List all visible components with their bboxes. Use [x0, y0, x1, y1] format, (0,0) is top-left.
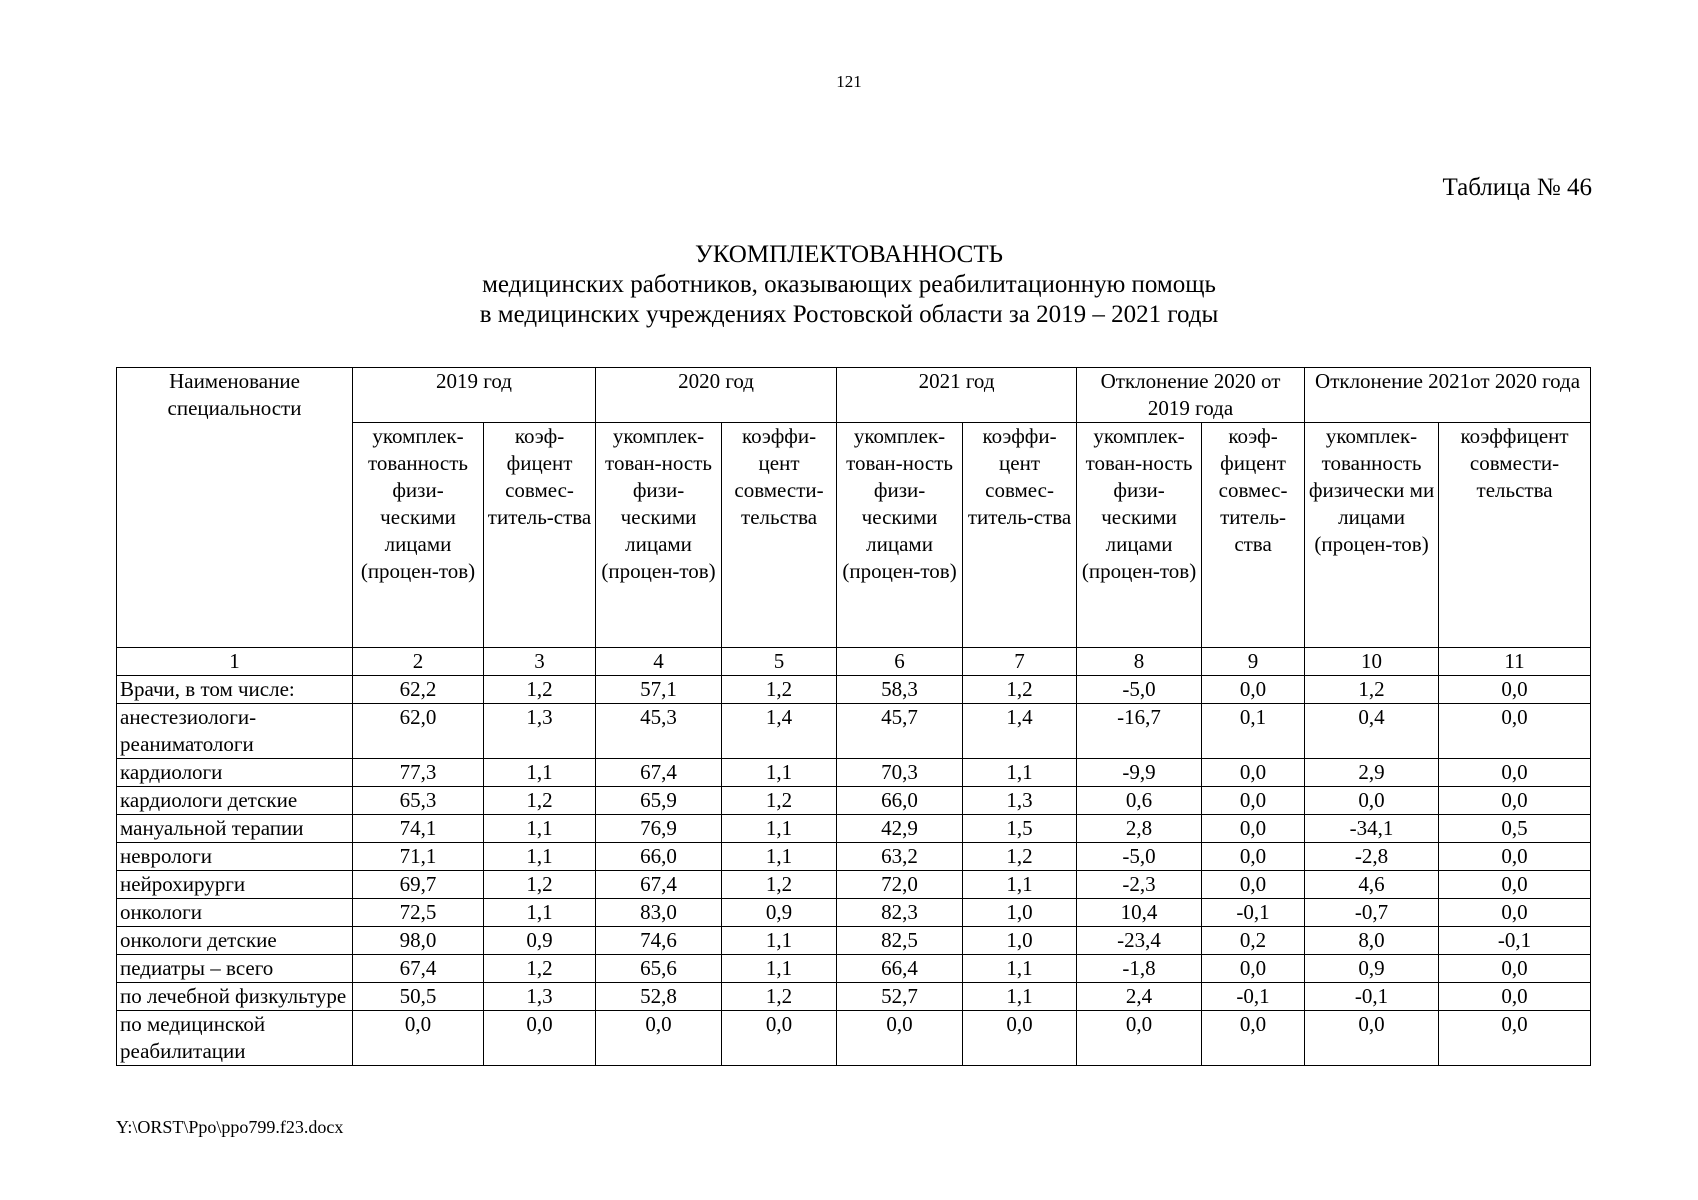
value-cell: 0,0 — [1439, 871, 1591, 899]
value-cell: -16,7 — [1077, 704, 1202, 759]
value-cell: 1,2 — [722, 787, 837, 815]
staffing-table — [116, 367, 1591, 1066]
table-row — [117, 676, 1591, 704]
value-cell: 0,0 — [963, 1011, 1077, 1066]
value-cell: 82,3 — [837, 899, 963, 927]
subheader-cell: укомплек-тованность физически ми лицами (процен-тов) — [1305, 423, 1439, 648]
table-row — [117, 843, 1591, 871]
value-cell: 0,0 — [1305, 787, 1439, 815]
value-cell: 0,0 — [1439, 704, 1591, 759]
column-number: 10 — [1305, 648, 1439, 676]
value-cell: -9,9 — [1077, 759, 1202, 787]
header-row-groups — [117, 368, 1591, 423]
value-cell: 52,8 — [596, 983, 722, 1011]
value-cell: 72,5 — [353, 899, 484, 927]
value-cell: 52,7 — [837, 983, 963, 1011]
specialty-name: нейрохирурги — [117, 871, 353, 899]
value-cell: 58,3 — [837, 676, 963, 704]
value-cell: 1,1 — [484, 815, 596, 843]
specialty-name: по лечебной физкультуре — [117, 983, 353, 1011]
subheader-cell: укомплек-тован-ность физи-ческими лицами (процен-тов) — [837, 423, 963, 648]
column-number: 3 — [484, 648, 596, 676]
value-cell: 57,1 — [596, 676, 722, 704]
value-cell: 0,0 — [596, 1011, 722, 1066]
subheader-cell: коэффи-цент совмести-тельства — [722, 423, 837, 648]
value-cell: 0,0 — [1305, 1011, 1439, 1066]
value-cell: 62,2 — [353, 676, 484, 704]
specialty-name: онкологи — [117, 899, 353, 927]
value-cell: 0,0 — [1439, 676, 1591, 704]
table-row — [117, 1011, 1591, 1066]
value-cell: -0,1 — [1305, 983, 1439, 1011]
value-cell: 0,0 — [1439, 955, 1591, 983]
table-row — [117, 759, 1591, 787]
value-cell: 0,0 — [1202, 676, 1305, 704]
value-cell: 0,0 — [1202, 1011, 1305, 1066]
value-cell: 1,2 — [963, 843, 1077, 871]
header-specialty: Наименование специальности — [117, 368, 353, 648]
value-cell: 1,2 — [484, 787, 596, 815]
value-cell: 42,9 — [837, 815, 963, 843]
value-cell: 1,2 — [722, 676, 837, 704]
value-cell: 76,9 — [596, 815, 722, 843]
value-cell: 0,5 — [1439, 815, 1591, 843]
value-cell: -1,8 — [1077, 955, 1202, 983]
table-row — [117, 704, 1591, 759]
header-group-deviation-2021: Отклонение 2021от 2020 года — [1305, 368, 1591, 423]
value-cell: 74,1 — [353, 815, 484, 843]
value-cell: 65,9 — [596, 787, 722, 815]
subheader-cell: укомплек-тован-ность физи-ческими лицами (процен-тов) — [596, 423, 722, 648]
value-cell: 66,0 — [596, 843, 722, 871]
subheader-cell: укомплек-тованность физи-ческими лицами (процен-тов) — [353, 423, 484, 648]
document-title — [0, 240, 1698, 330]
column-number: 6 — [837, 648, 963, 676]
value-cell: 4,6 — [1305, 871, 1439, 899]
value-cell: 10,4 — [1077, 899, 1202, 927]
table-row — [117, 983, 1591, 1011]
specialty-name: онкологи детские — [117, 927, 353, 955]
column-number: 8 — [1077, 648, 1202, 676]
value-cell: 98,0 — [353, 927, 484, 955]
column-number: 9 — [1202, 648, 1305, 676]
value-cell: 66,0 — [837, 787, 963, 815]
value-cell: 70,3 — [837, 759, 963, 787]
value-cell: 0,6 — [1077, 787, 1202, 815]
value-cell: 67,4 — [596, 871, 722, 899]
value-cell: 0,0 — [722, 1011, 837, 1066]
value-cell: 0,0 — [1439, 983, 1591, 1011]
value-cell: 65,6 — [596, 955, 722, 983]
value-cell: 0,2 — [1202, 927, 1305, 955]
value-cell: 65,3 — [353, 787, 484, 815]
value-cell: 0,0 — [837, 1011, 963, 1066]
column-number: 1 — [117, 648, 353, 676]
value-cell: 0,0 — [1439, 843, 1591, 871]
value-cell: 0,0 — [1202, 759, 1305, 787]
value-cell: 1,1 — [722, 815, 837, 843]
value-cell: 67,4 — [353, 955, 484, 983]
value-cell: 1,2 — [963, 676, 1077, 704]
title-line-1: УКОМПЛЕКТОВАННОСТЬ — [695, 241, 1003, 268]
value-cell: -2,8 — [1305, 843, 1439, 871]
value-cell: 1,1 — [963, 759, 1077, 787]
value-cell: 1,1 — [963, 983, 1077, 1011]
subheader-cell: укомплек-тован-ность физи-ческими лицами (процен-тов) — [1077, 423, 1202, 648]
value-cell: 1,1 — [484, 843, 596, 871]
column-number: 4 — [596, 648, 722, 676]
value-cell: 1,1 — [963, 871, 1077, 899]
value-cell: 66,4 — [837, 955, 963, 983]
value-cell: 0,0 — [1439, 759, 1591, 787]
value-cell: 0,0 — [1077, 1011, 1202, 1066]
value-cell: 83,0 — [596, 899, 722, 927]
value-cell: 1,2 — [722, 871, 837, 899]
value-cell: 67,4 — [596, 759, 722, 787]
value-cell: 1,5 — [963, 815, 1077, 843]
subheader-cell: коэффицент совмести-тельства — [1439, 423, 1591, 648]
header-group-2020: 2020 год — [596, 368, 837, 423]
value-cell: 0,4 — [1305, 704, 1439, 759]
value-cell: 0,0 — [353, 1011, 484, 1066]
value-cell: 1,1 — [722, 927, 837, 955]
value-cell: -0,1 — [1439, 927, 1591, 955]
value-cell: 1,1 — [484, 759, 596, 787]
specialty-name: педиатры – всего — [117, 955, 353, 983]
value-cell: 1,2 — [484, 871, 596, 899]
value-cell: 1,1 — [963, 955, 1077, 983]
value-cell: 0,0 — [1202, 843, 1305, 871]
file-path-footer: Y:\ORST\Ppo\ppo799.f23.docx — [116, 1117, 344, 1137]
value-cell: 1,4 — [963, 704, 1077, 759]
table-row — [117, 787, 1591, 815]
value-cell: 1,1 — [484, 899, 596, 927]
value-cell: 74,6 — [596, 927, 722, 955]
value-cell: 2,8 — [1077, 815, 1202, 843]
value-cell: 0,9 — [1305, 955, 1439, 983]
value-cell: 0,0 — [1202, 955, 1305, 983]
value-cell: 0,0 — [1439, 787, 1591, 815]
value-cell: -5,0 — [1077, 843, 1202, 871]
specialty-name: анестезиологи-реаниматологи — [117, 704, 353, 759]
specialty-name: кардиологи — [117, 759, 353, 787]
table-row — [117, 815, 1591, 843]
specialty-name: мануальной терапии — [117, 815, 353, 843]
specialty-name: неврологи — [117, 843, 353, 871]
value-cell: -0,1 — [1202, 983, 1305, 1011]
value-cell: 1,2 — [1305, 676, 1439, 704]
column-number: 5 — [722, 648, 837, 676]
specialty-name: Врачи, в том числе: — [117, 676, 353, 704]
column-number: 7 — [963, 648, 1077, 676]
value-cell: 72,0 — [837, 871, 963, 899]
column-number: 2 — [353, 648, 484, 676]
value-cell: 0,0 — [1202, 871, 1305, 899]
value-cell: 1,2 — [484, 676, 596, 704]
value-cell: -5,0 — [1077, 676, 1202, 704]
table-row — [117, 871, 1591, 899]
value-cell: 0,0 — [1202, 815, 1305, 843]
value-cell: 45,7 — [837, 704, 963, 759]
value-cell: -0,7 — [1305, 899, 1439, 927]
table-body — [117, 648, 1591, 1066]
value-cell: -2,3 — [1077, 871, 1202, 899]
value-cell: 1,1 — [722, 843, 837, 871]
header-group-2019: 2019 год — [353, 368, 596, 423]
value-cell: 82,5 — [837, 927, 963, 955]
subheader-cell: коэф-фицент совмес-титель-ства — [484, 423, 596, 648]
value-cell: 1,4 — [722, 704, 837, 759]
value-cell: 63,2 — [837, 843, 963, 871]
value-cell: 1,2 — [484, 955, 596, 983]
value-cell: 0,0 — [1202, 787, 1305, 815]
column-number-row — [117, 648, 1591, 676]
value-cell: 0,0 — [1439, 899, 1591, 927]
table-row — [117, 927, 1591, 955]
subheader-cell: коэффи-цент совмес-титель-ства — [963, 423, 1077, 648]
column-number: 11 — [1439, 648, 1591, 676]
value-cell: 0,9 — [722, 899, 837, 927]
value-cell: 45,3 — [596, 704, 722, 759]
value-cell: 8,0 — [1305, 927, 1439, 955]
value-cell: 50,5 — [353, 983, 484, 1011]
header-group-2021: 2021 год — [837, 368, 1077, 423]
value-cell: 1,0 — [963, 927, 1077, 955]
table-row — [117, 955, 1591, 983]
value-cell: 1,3 — [484, 983, 596, 1011]
specialty-name: кардиологи детские — [117, 787, 353, 815]
value-cell: -34,1 — [1305, 815, 1439, 843]
value-cell: -0,1 — [1202, 899, 1305, 927]
title-line-2: медицинских работников, оказывающих реабилитационную помощь — [482, 271, 1216, 298]
specialty-name: по медицинской реабилитации — [117, 1011, 353, 1066]
table-label: Таблица № 46 — [1442, 174, 1592, 201]
value-cell: 71,1 — [353, 843, 484, 871]
value-cell: -23,4 — [1077, 927, 1202, 955]
table-row — [117, 899, 1591, 927]
value-cell: 2,4 — [1077, 983, 1202, 1011]
title-line-3: в медицинских учреждениях Ростовской области за 2019 – 2021 годы — [479, 301, 1219, 328]
value-cell: 1,3 — [963, 787, 1077, 815]
header-group-deviation-2020: Отклонение 2020 от 2019 года — [1077, 368, 1305, 423]
value-cell: 0,1 — [1202, 704, 1305, 759]
value-cell: 0,9 — [484, 927, 596, 955]
value-cell: 77,3 — [353, 759, 484, 787]
value-cell: 1,0 — [963, 899, 1077, 927]
value-cell: 1,3 — [484, 704, 596, 759]
value-cell: 1,1 — [722, 955, 837, 983]
page-number: 121 — [836, 72, 862, 91]
value-cell: 1,1 — [722, 759, 837, 787]
subheader-cell: коэф-фицент совмес-титель-ства — [1202, 423, 1305, 648]
value-cell: 2,9 — [1305, 759, 1439, 787]
value-cell: 0,0 — [1439, 1011, 1591, 1066]
value-cell: 1,2 — [722, 983, 837, 1011]
value-cell: 62,0 — [353, 704, 484, 759]
value-cell: 69,7 — [353, 871, 484, 899]
value-cell: 0,0 — [484, 1011, 596, 1066]
